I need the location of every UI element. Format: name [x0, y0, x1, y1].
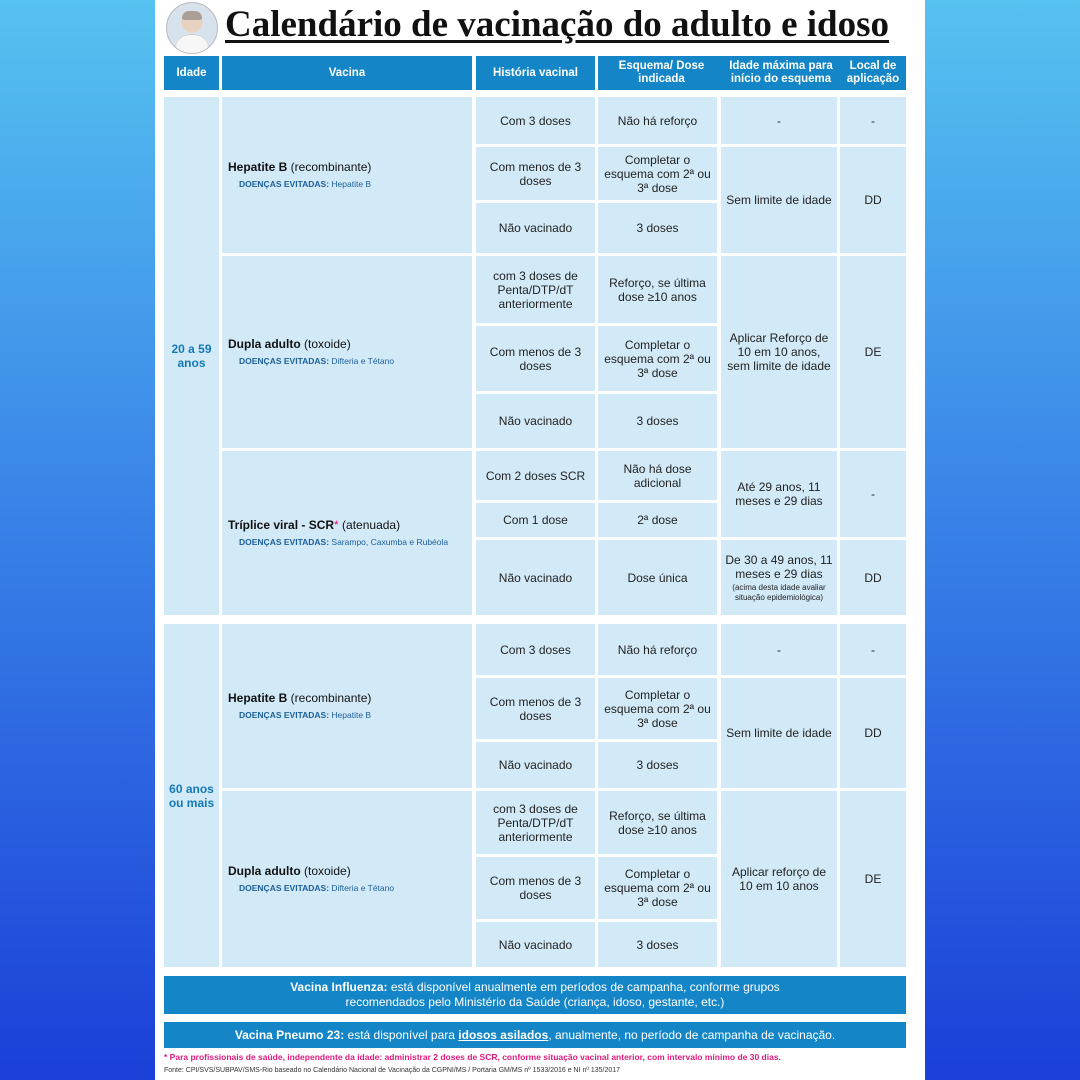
vaccine-triplice-viral	[222, 451, 472, 615]
history-cell: Com 3 doses	[476, 624, 595, 675]
page-title: Calendário de vacinação do adulto e idoso	[225, 4, 889, 45]
avatar-coat-shape	[176, 34, 208, 54]
vaccine-name: Tríplice viral - SCR* (atenuada)	[228, 517, 401, 532]
vaccine-name: Dupla adulto (toxoide)	[228, 336, 351, 351]
history-cell: Não vacinado	[476, 922, 595, 967]
max-age-content	[724, 553, 834, 603]
vaccine-name: Dupla adulto (toxoide)	[228, 863, 351, 878]
max-age-cell: -	[721, 97, 837, 144]
history-cell: Com menos de 3 doses	[476, 326, 595, 391]
history-cell: Não vacinado	[476, 394, 595, 448]
avatar-hair-shape	[182, 11, 202, 20]
header	[155, 0, 925, 52]
pneumo-banner	[164, 1022, 906, 1048]
vaccine-info	[228, 160, 371, 191]
age-group-60-plus: 60 anos ou mais	[164, 624, 219, 967]
doctor-avatar	[166, 2, 218, 54]
location-cell: -	[840, 451, 906, 537]
vaccine-info	[228, 337, 394, 368]
header-idade-maxima: Idade máxima para início do esquema	[721, 56, 841, 90]
schedule-cell: 3 doses	[598, 394, 717, 448]
influenza-text: Vacina Influenza: está disponível anualmente em períodos de campanha, conforme grupos recomendados pelo Ministério da Saúde (criança, idoso, gestante, etc.)	[290, 980, 780, 1009]
diseases-prevented: DOENÇAS EVITADAS: Difteria e Tétano	[239, 882, 395, 893]
max-age-note: (acima desta idade avaliar situação epidemiológica)	[732, 582, 826, 602]
source-note: Fonte: CPI/SVS/SUBPAV/SMS-Rio baseado no Calendário Nacional de Vacinação da CGPNI/MS / Portaria GM/MS nº 1533/2016 e NI nº 135/2017	[164, 1067, 621, 1074]
max-age-cell: -	[721, 624, 837, 675]
vaccine-hepatite-b	[222, 97, 472, 253]
schedule-cell: 3 doses	[598, 742, 717, 788]
location-cell: -	[840, 624, 906, 675]
schedule-cell: 3 doses	[598, 203, 717, 253]
location-cell: DD	[840, 540, 906, 615]
vaccine-info	[228, 864, 394, 895]
location-cell: DD	[840, 147, 906, 253]
vaccine-dupla-adulto	[222, 256, 472, 448]
schedule-cell: Não há dose adicional	[598, 451, 717, 500]
age-group-20-59: 20 a 59 anos	[164, 97, 219, 615]
history-cell: Com menos de 3 doses	[476, 857, 595, 919]
max-age-cell: Sem limite de idade	[721, 678, 837, 788]
diseases-prevented: DOENÇAS EVITADAS: Difteria e Tétano	[239, 355, 395, 366]
max-age-text: De 30 a 49 anos, 11 meses e 29 dias	[725, 552, 833, 581]
header-historia-vacinal: História vacinal	[476, 56, 595, 90]
location-cell: DE	[840, 791, 906, 967]
schedule-cell: Não há reforço	[598, 624, 717, 675]
vaccine-info	[228, 691, 371, 722]
location-cell: DD	[840, 678, 906, 788]
schedule-cell: Reforço, se última dose ≥10 anos	[598, 256, 717, 323]
schedule-cell: 3 doses	[598, 922, 717, 967]
schedule-cell: Completar o esquema com 2ª ou 3ª dose	[598, 326, 717, 391]
vaccine-info	[228, 518, 448, 549]
vaccination-calendar-page	[155, 0, 925, 1080]
history-cell: Não vacinado	[476, 742, 595, 788]
header-esquema: Esquema/ Dose indicada	[598, 56, 725, 90]
diseases-prevented: DOENÇAS EVITADAS: Hepatite B	[239, 709, 372, 720]
schedule-cell: Completar o esquema com 2ª ou 3ª dose	[598, 857, 717, 919]
schedule-cell: Reforço, se última dose ≥10 anos	[598, 791, 717, 854]
max-age-cell	[721, 540, 837, 615]
header-vacina: Vacina	[222, 56, 472, 90]
max-age-cell: Aplicar Reforço de 10 em 10 anos, sem limite de idade	[721, 256, 837, 448]
header-local-aplicacao: Local de aplicação	[840, 56, 906, 90]
max-age-cell: Sem limite de idade	[721, 147, 837, 253]
influenza-banner	[164, 976, 906, 1014]
history-cell: Não vacinado	[476, 203, 595, 253]
max-age-cell: Até 29 anos, 11 meses e 29 dias	[721, 451, 837, 537]
schedule-cell: Dose única	[598, 540, 717, 615]
vaccine-name: Hepatite B (recombinante)	[228, 159, 372, 174]
history-cell: com 3 doses de Penta/DTP/dT anteriormente	[476, 791, 595, 854]
location-cell: DE	[840, 256, 906, 448]
vaccine-hepatite-b	[222, 624, 472, 788]
history-cell: Com 2 doses SCR	[476, 451, 595, 500]
history-cell: Com menos de 3 doses	[476, 678, 595, 739]
schedule-cell: 2ª dose	[598, 503, 717, 537]
history-cell: Com menos de 3 doses	[476, 147, 595, 200]
diseases-prevented: DOENÇAS EVITADAS: Sarampo, Caxumba e Rubéola	[239, 536, 449, 547]
schedule-cell: Não há reforço	[598, 97, 717, 144]
location-cell: -	[840, 97, 906, 144]
pneumo-text: Vacina Pneumo 23: está disponível para idosos asilados, anualmente, no período de campanha de vacinação.	[234, 1027, 836, 1042]
vaccine-name: Hepatite B (recombinante)	[228, 690, 372, 705]
history-cell: Com 3 doses	[476, 97, 595, 144]
schedule-cell: Completar o esquema com 2ª ou 3ª dose	[598, 678, 717, 739]
header-idade: Idade	[164, 56, 219, 90]
footnote: * Para profissionais de saúde, independente da idade: administrar 2 doses de SCR, conforme situação vacinal anterior, com intervalo mínimo de 30 dias.	[164, 1052, 781, 1062]
vaccine-dupla-adulto	[222, 791, 472, 967]
history-cell: Com 1 dose	[476, 503, 595, 537]
history-cell: Não vacinado	[476, 540, 595, 615]
diseases-prevented: DOENÇAS EVITADAS: Hepatite B	[239, 178, 372, 189]
history-cell: com 3 doses de Penta/DTP/dT anteriormente	[476, 256, 595, 323]
max-age-cell: Aplicar reforço de 10 em 10 anos	[721, 791, 837, 967]
schedule-cell: Completar o esquema com 2ª ou 3ª dose	[598, 147, 717, 200]
